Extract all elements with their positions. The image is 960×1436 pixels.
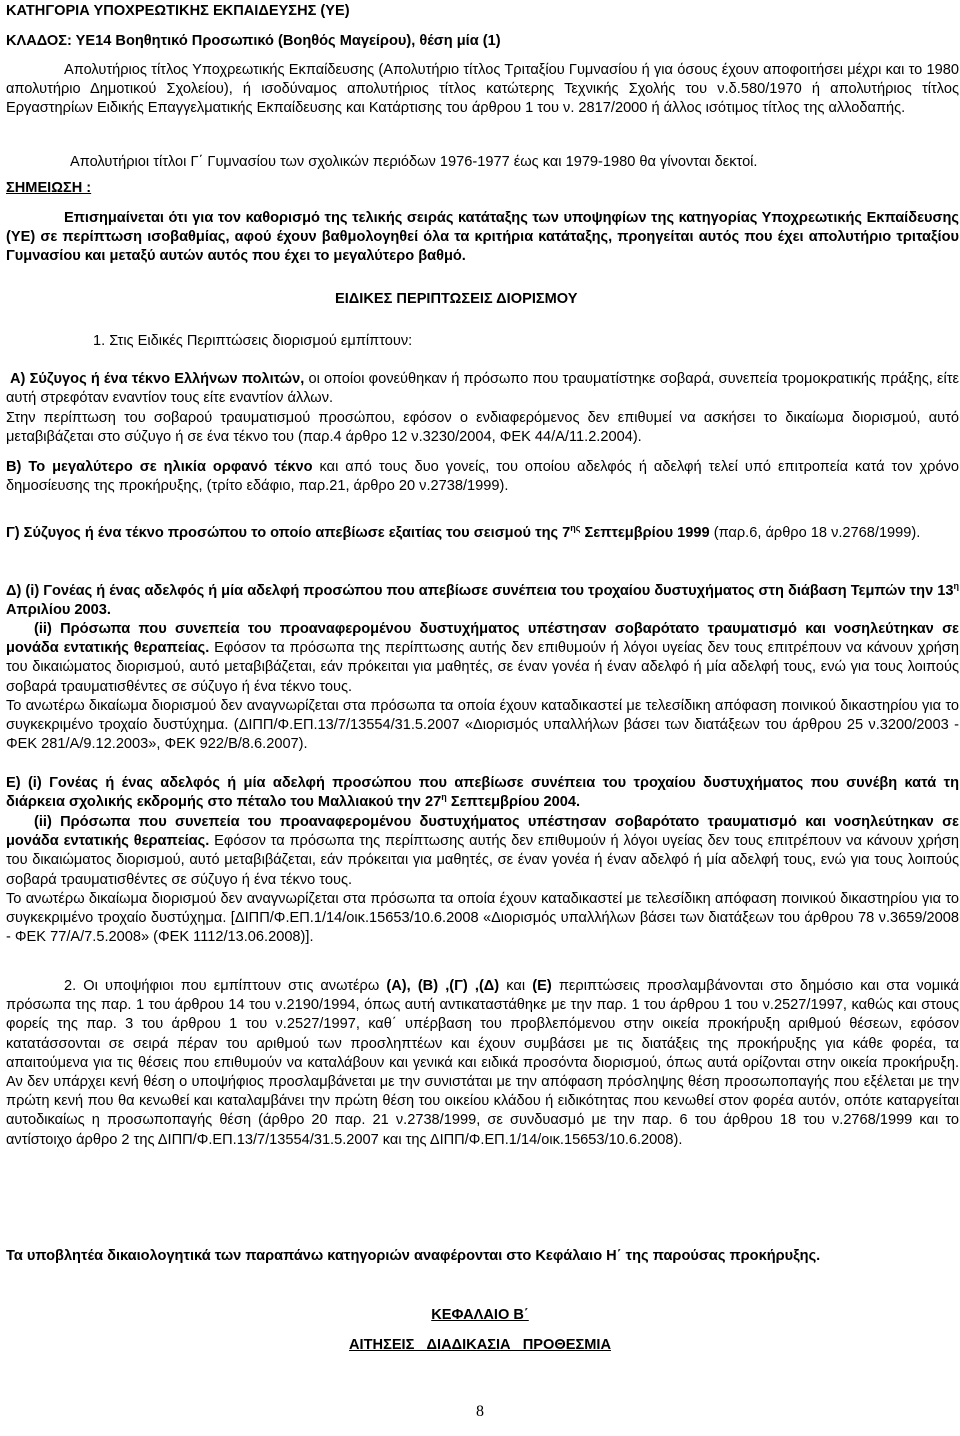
page-number: 8 <box>476 1403 484 1420</box>
section-c-sup: ης <box>570 523 581 534</box>
note-label: ΣΗΜΕΙΩΣΗ : <box>6 180 92 196</box>
item-2-case-e: (Ε) <box>532 978 552 994</box>
section-a-paragraph-2: Στην περίπτωση του σοβαρού τραυματισμού προσώπου, εφόσον ο ενδιαφερόμενος δεν επιθυμεί να ασκήσει το δικαίωμα διορισμού, αυτό μεταβιβάζεται στο σύζυγο ή σε ένα τέκνο του (παρ.4 άρθρο 12 ν.3230/2004, ΦΕΚ 44/Α/11.2.2004). <box>6 410 959 446</box>
section-d-i-lead-2: Απριλίου 2003. <box>6 602 111 619</box>
section-b-lead: Β) Το μεγαλύτερο σε ηλικία ορφανό τέκνο <box>6 459 313 475</box>
item-2-text-3: περιπτώσεις προσλαμβάνονται στο δημόσιο και στα νομικά πρόσωπα της παρ. 1 του άρθρου 14 του ν.2190/1994, όπως αυτή αντικαταστάθηκε με την παρ. 1 του άρθρου 1 του ν.2527/1997, καθώς και στους φορείς της παρ. 3 του άρθρου 1 του ν.2527/1997, καθ΄ υπέρβαση του προβλεπόμενου στην οικεία προκήρυξη αριθμού θέσεων, εφόσον κατατάσσονται σε σειρά πέραν του αριθμού των προσληπτέων και έχουν συμβάσει με τις διατάξεις της προκήρυξης για κάθε φορέα, τα απαιτούμενα για τις θέσεις που επιθυμούν να καταλάβουν και γενικά και ειδικά προσόντα διορισμού, όπως αυτά ορίζονται στην οικεία προκήρυξη. Αν δεν υπάρχει κενή θέση ο υποψήφιος προσλαμβάνεται με την συνιστάται με την απόφαση πρόσληψης θέση προσωποπαγής που εξέλεται με την πρώτη κενή που θα κενωθεί και καταλαμβάνει την πρώτη θέση του οικείου κλάδου ή ειδικότητας που κενωθεί στον φορέα αυτόν, οπότε καταργείται αυτοδικαίως η προσωποπαγής θέση (άρθρο 20 παρ. 21 ν.2738/1999, σε συνδυασμό με την παρ. 6 του άρθρου 18 του ν.2768/1999 και το αντίστοιχο άρθρο 2 της ΔΙΠΠ/Φ.ΕΠ.13/7/13554/31.5.2007 και της ΔΙΠΠ/Φ.ΕΠ.1/14/οικ.15653/10.6.2008). <box>6 978 959 1148</box>
section-c-text: (παρ.6, άρθρο 18 ν.2768/1999). <box>709 525 921 541</box>
section-e-i-lead-2: Σεπτεμβρίου 2004. <box>446 794 581 811</box>
special-cases-title <box>335 290 577 309</box>
item-2-text-1: 2. Οι υποψήφιοι που εμπίπτουν στις ανωτέρω <box>64 978 387 994</box>
qualifications-paragraph: Απολυτήριος τίτλος Υποχρεωτικής Εκπαίδευσης (Απολυτήριο τίτλος Τριταξίου Γυμνασίου ή για όσους έχουν αποφοιτήσει μέχρι και το 1980 απολυτήριο Δημοτικού Σχολείου), ή ισοδύναμος απολυτήριος τίτλος κατώτερης Τεχνικής Σχολής του ν.δ.580/1970 ή απολυτήριος τίτλος Εργαστηρίων Ειδικής Επαγγελματικής Εκπαίδευσης και Κατάρτισης του άρθρου 1 του ν. 2817/2000 ή άλλος ισότιμος τίτλος της αλλοδαπής. <box>6 62 959 117</box>
item-2-paragraph <box>6 977 959 1150</box>
section-c-lead-2: Σεπτεμβρίου 1999 <box>580 525 710 541</box>
section-a-text: οι οποίοι φονεύθηκαν ή πρόσωπο που τραυματίστηκε σοβαρά, συνεπεία τρομοκρατικής πράξης, είτε αυτή στρεφόταν εναντίον τους είτε εναντίον άλλων. <box>6 371 959 407</box>
section-a-paragraph <box>6 370 959 408</box>
emphasis-paragraph: Επισημαίνεται ότι για τον καθορισμό της τελικής σειράς κατάταξης των υποψηφίων της κατηγορίας Υποχρεωτικής Εκπαίδευσης (ΥΕ) σε περίπτωση ισοβαθμίας, αφού έχουν βαθμολογηθεί όλα τα κριτήρια κατάταξης, προηγείται αυτός που έχει απολυτήριο τριταξίου Γυμνασίου και μεταξύ αυτών αυτός που έχει το μεγαλύτερο βαθμό. <box>6 210 959 265</box>
section-e-ii-lead: (ii) Πρόσωπα που συνεπεία του προαναφερομένου δυστυχήματος υπέστησαν σοβαρότατο τραυματισμό και νοσηλεύτηκαν σε μονάδα εντατικής θεραπείας. <box>6 814 959 850</box>
section-b-paragraph <box>6 458 959 496</box>
section-a-lead: Α) Σύζυγος ή ένα τέκνο Ελλήνων πολιτών, <box>10 371 305 387</box>
note-text: Απολυτήριοι τίτλοι Γ΄ Γυμνασίου των σχολικών περιόδων 1976-1977 έως και 1979-1980 θα γίνονται δεκτοί. <box>70 154 758 170</box>
section-e-ii-text: Εφόσον τα πρόσωπα της περίπτωσης αυτής δεν επιθυμούν ή λόγοι υγείας δεν τους επιτρέπουν να κάνουν χρήση του δικαιώματος διορισμού, αυτό μεταβιβάζεται, εάν πρόκειται για μαθητές, σε έναν γονέα ή έναν αδελφό ή μία αδελφή τους, ενώ για τους λοιπούς σοβαρά τραυματισθέντες σε σύζυγο ή ένα τέκνο τους. <box>6 833 959 888</box>
branch-heading: ΚΛΑΔΟΣ: ΥΕ14 Βοηθητικό Προσωπικό (Βοηθός Μαγείρου), θέση μία (1) <box>6 33 501 49</box>
section-d-i-sup: η <box>953 581 959 592</box>
section-e-i-lead: Ε) (i) Γονέας ή ένας αδελφός ή μία αδελφή προσώπου που απεβίωσε συνέπεια του τροχαίου δυστυχήματος που συνέβη κατά τη διάρκεια σχολικής εκδρομής στο πέταλο του Μαλλιακού την 27 <box>6 775 959 811</box>
section-e-i-sup: η <box>441 792 447 803</box>
closing-paragraph: Τα υποβλητέα δικαιολογητικά των παραπάνω κατηγοριών αναφέρονται στο Κεφάλαιο Η΄ της παρούσας προκήρυξης. <box>6 1248 821 1264</box>
special-cases-title-text: ΕΙΔΙΚΕΣ ΠΕΡΙΠΤΩΣΕΙΣ ΔΙΟΡΙΣΜΟΥ <box>335 291 578 307</box>
category-heading: ΚΑΤΗΓΟΡΙΑ ΥΠΟΧΡΕΩΤΙΚΗΣ ΕΚΠΑΙΔΕΥΣΗΣ (ΥΕ) <box>6 3 350 19</box>
chapter-title: ΚΕΦΑΛΑΙΟ Β΄ <box>431 1307 529 1323</box>
section-b-text: και από τους δυο γονείς, του οποίου αδελφός ή αδελφή τελεί υπό επιτροπεία κατά τον χρόνο δημοσίευσης της προκήρυξης, (τρίτο εδάφιο, παρ.21, άρθρο 20 ν.2738/1999). <box>6 459 960 495</box>
item-2-cases: (Α), (Β) ,(Γ) ,(Δ) <box>386 978 500 994</box>
section-e-text-3: Το ανωτέρω δικαίωμα διορισμού δεν αναγνωρίζεται στα πρόσωπα τα οποία έχουν καταδικαστεί με τελεσίδικη απόφαση ποινικού δικαστηρίου για το συγκεκριμένο τροχαίο δυστύχημα. [ΔΙΠΠ/Φ.ΕΠ.1/14/οικ.15653/10.6.2008 «Διορισμός υπαλλήλων βάσει των διατάξεων του άρθρου 78 ν.3659/2008 - ΦΕΚ 77/Α/7.5.2008» (ΦΕΚ 1112/13.06.2008)]. <box>6 891 959 946</box>
special-cases-intro: 1. Στις Ειδικές Περιπτώσεις διορισμού εμπίπτουν: <box>93 333 413 349</box>
section-c-lead: Γ) Σύζυγος ή ένα τέκνο προσώπου το οποίο απεβίωσε εξαιτίας του σεισμού της 7 <box>6 525 571 541</box>
section-d-ii-lead: (ii) Πρόσωπα που συνεπεία του προαναφερομένου δυστυχήματος υπέστησαν σοβαρότατο τραυματισμό και νοσηλεύτηκαν σε μονάδα εντατικής θεραπείας. <box>6 621 959 657</box>
chapter-subtitle: ΑΙΤΗΣΕΙΣ _ΔΙΑΔΙΚΑΣΙΑ_ ΠΡΟΘΕΣΜΙΑ <box>349 1337 611 1353</box>
section-e-i-paragraph <box>6 774 959 812</box>
section-d-ii-paragraph <box>6 620 959 697</box>
section-e-ii-paragraph <box>6 813 959 890</box>
section-d-ii-text: Εφόσον τα πρόσωπα της περίπτωσης αυτής δεν επιθυμούν ή λόγοι υγείας δεν τους επιτρέπουν να κάνουν χρήση του δικαιώματος διορισμού, αυτό μεταβιβάζεται, εάν πρόκειται για μαθητές, σε έναν γονέα ή έναν αδελφό ή μία αδελφή τους, ενώ για τους λοιπούς σοβαρά τραυματισθέντες σε σύζυγο ή ένα τέκνο τους. <box>6 640 959 695</box>
section-c-paragraph <box>6 524 959 543</box>
item-2-text-2: και <box>499 978 533 994</box>
section-d-i-paragraph <box>6 582 959 620</box>
section-d-i-lead: Δ) (i) Γονέας ή ένας αδελφός ή μία αδελφή προσώπου που απεβίωσε συνέπεια του τροχαίου δυστυχήματος στη διάβαση Τεμπών την 13 <box>6 583 954 599</box>
section-d-text-3: Το ανωτέρω δικαίωμα διορισμού δεν αναγνωρίζεται στα πρόσωπα τα οποία έχουν καταδικαστεί με τελεσίδικη απόφαση ποινικού δικαστηρίου για το συγκεκριμένο τροχαίο δυστύχημα. (ΔΙΠΠ/Φ.ΕΠ.13/7/13554/31.5.2007 «Διορισμός υπαλλήλων βάσει των διατάξεων του άρθρου 25 ν.3200/2003 - ΦΕΚ 281/Α/9.12.2003», ΦΕΚ 922/Β/8.6.2007). <box>6 698 959 753</box>
